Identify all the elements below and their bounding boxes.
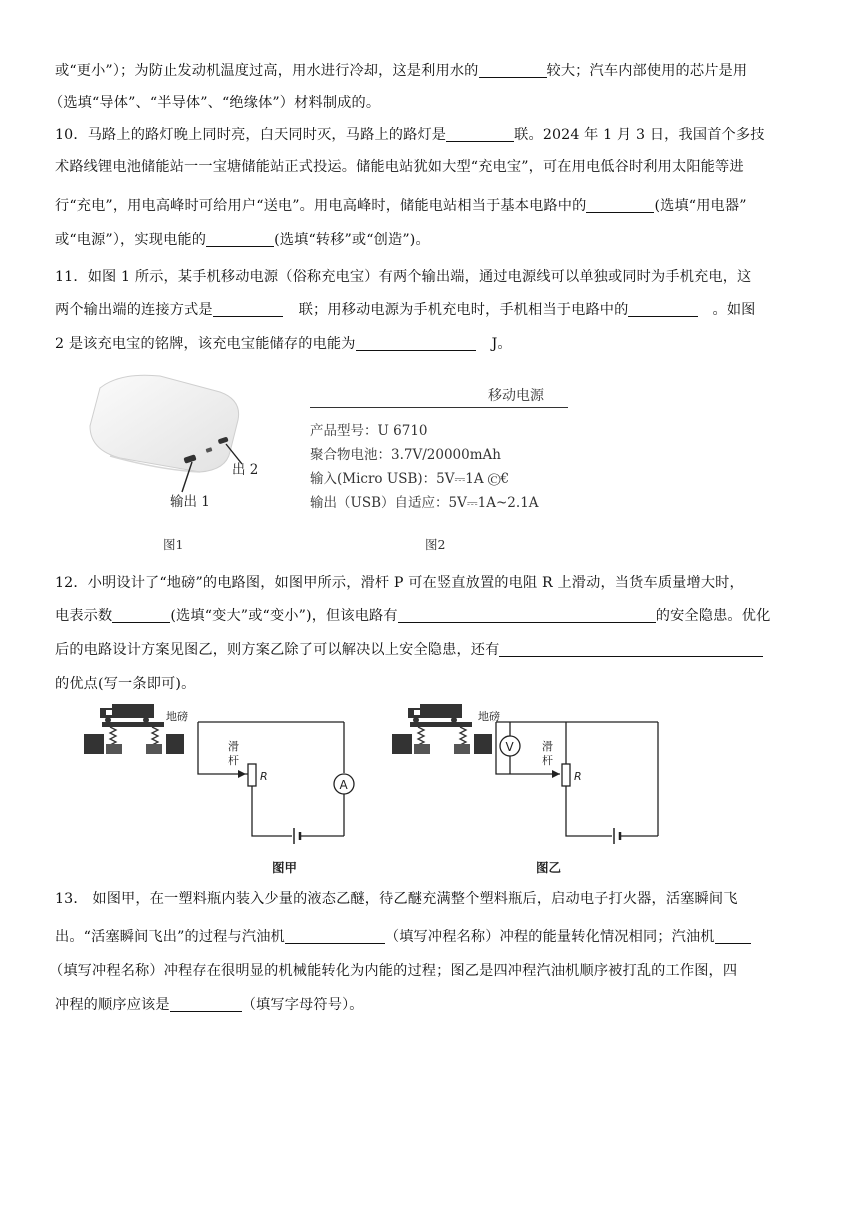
text-segment: 或“电源”），实现电能的 <box>55 232 207 248</box>
figure-1-caption: 图1 <box>163 537 184 552</box>
text-segment: 出。“活塞瞬间飞出”的过程与汽油机 <box>55 929 285 945</box>
text-segment: 12．小明设计了“地磅”的电路图，如图甲所示，滑杆 P 可在竖直放置的电阻 R 上滑动，当货车质量增大时， <box>55 575 744 591</box>
slider-label-char: 滑 <box>228 740 239 753</box>
text-segment: 冲程的顺序应该是 <box>55 997 170 1013</box>
text-segment: (选填“变大”或“变小”)，但该电路有 <box>170 608 398 624</box>
circuit-diagram-a <box>82 700 362 880</box>
answer-blank[interactable] <box>499 640 763 657</box>
resistor-label: R <box>260 770 268 783</box>
slider-arrow <box>238 770 246 778</box>
question-12-line-2 <box>55 606 770 626</box>
text-segment: 。如图 <box>712 302 756 318</box>
question-11-line-3 <box>55 334 512 354</box>
resistor-label: R <box>574 770 582 783</box>
slider-arrow <box>552 770 560 778</box>
text-segment: 较大；汽车内部使用的芯片是用 <box>546 63 748 79</box>
slider-label-char: 杆 <box>228 754 239 767</box>
question-10-line-3 <box>55 196 747 216</box>
resistor-r <box>562 764 570 786</box>
text-segment: 11．如图 1 所示，某手机移动电源（俗称充电宝）有两个输出端，通过电源线可以单独或同时为手机充电，这 <box>55 269 752 285</box>
truck-icon <box>100 704 154 723</box>
voltmeter-label: V <box>505 740 514 754</box>
ammeter-label: A <box>339 778 348 792</box>
question-10-line-1 <box>55 125 765 145</box>
circuit-a-caption: 图甲 <box>272 860 298 875</box>
power-bank-figure <box>80 370 290 510</box>
truck-icon <box>408 704 462 723</box>
text-segment: 10．马路上的路灯晚上同时亮，白天同时灭，马路上的路灯是 <box>55 127 447 143</box>
answer-blank[interactable] <box>170 995 242 1012</box>
text-segment: J。 <box>491 336 512 352</box>
answer-blank[interactable] <box>213 300 283 317</box>
wire <box>252 786 292 836</box>
text-segment: （选填“导体”、“半导体”、“绝缘体”）材料制成的。 <box>49 95 381 111</box>
text-segment: （填写字母符号）。 <box>241 997 364 1013</box>
answer-blank[interactable] <box>398 606 656 623</box>
question-11-line-1 <box>55 267 751 287</box>
scale-label: 地磅 <box>478 710 500 723</box>
question-13-line-1 <box>55 889 738 909</box>
slider-label <box>228 740 243 767</box>
question-10-line-4 <box>55 230 430 250</box>
resistor-r <box>248 764 256 786</box>
wire <box>198 722 252 774</box>
text-segment: 后的电路设计方案见图乙，则方案乙除了可以解决以上安全隐患，还有 <box>55 642 500 658</box>
scale-platform <box>410 722 472 727</box>
text-segment: 行“充电”，用电高峰时可给用户“送电”。用电高峰时，储能电站相当于基本电路中的 <box>55 198 587 214</box>
answer-blank[interactable] <box>112 606 170 623</box>
answer-blank[interactable] <box>285 927 385 944</box>
nameplate-rule <box>310 407 568 408</box>
question-10-line-2 <box>55 157 744 177</box>
circuit-diagram-b <box>390 700 670 880</box>
text-segment: 13． 如图甲，在一塑料瓶内装入少量的液态乙醚，待乙醚充满整个塑料瓶后，启动电子打火器，活塞瞬间飞 <box>55 891 738 907</box>
text-segment: 2 是该充电宝的铭牌，该充电宝能储存的电能为 <box>55 336 356 352</box>
text-segment: 或“更小”）；为防止发动机温度过高，用水进行冷却，这是利用水的 <box>55 63 479 79</box>
nameplate-title: 移动电源 <box>488 388 544 404</box>
text-segment: (选填“用电器” <box>654 198 747 214</box>
answer-blank[interactable] <box>586 196 654 213</box>
answer-blank[interactable] <box>446 125 514 142</box>
nameplate <box>310 385 580 515</box>
text-segment: 联。2024 年 1 月 3 日，我国首个多技 <box>514 127 765 143</box>
question-13-line-4 <box>55 995 364 1015</box>
text-line-1 <box>55 61 747 81</box>
circuit-b-caption: 图乙 <box>536 860 562 875</box>
output-1-label: 输出 1 <box>170 494 210 510</box>
answer-blank[interactable] <box>628 300 698 317</box>
scale-label: 地磅 <box>166 710 188 723</box>
base-block <box>84 734 104 754</box>
text-segment: 的安全隐患。优化 <box>655 608 771 624</box>
question-13-line-3 <box>49 961 737 981</box>
question-13-line-2 <box>55 927 751 947</box>
answer-blank[interactable] <box>356 334 476 351</box>
slider-label <box>542 740 557 767</box>
question-12-line-4 <box>55 674 195 694</box>
text-segment: 的优点(写一条即可)。 <box>55 676 196 692</box>
nameplate-row: 输出（USB）自适应：5V⎓1A~2.1A <box>310 495 539 511</box>
text-segment: （填写冲程名称）冲程存在很明显的机械能转化为内能的过程；图乙是四冲程汽油机顺序被打乱的工作图，四 <box>49 963 738 979</box>
slider-label-char: 滑 <box>542 740 553 753</box>
nameplate-row: 输入(Micro USB)：5V⎓1A Ⓒ€ <box>310 471 510 487</box>
question-12-line-3 <box>55 640 763 660</box>
output-2-label: 出 2 <box>232 462 259 478</box>
scale-platform <box>102 722 164 727</box>
power-bank-body <box>90 375 239 472</box>
nameplate-row: 产品型号：U 6710 <box>310 423 428 439</box>
text-segment: （填写冲程名称）冲程的能量转化情况相同；汽油机 <box>384 929 715 945</box>
base-block <box>474 734 492 754</box>
answer-blank[interactable] <box>715 927 751 944</box>
base-block <box>166 734 184 754</box>
text-segment: 术路线锂电池储能站一一宝塘储能站正式投运。储能电站犹如大型“充电宝”，可在用电低谷时利用太阳能等进 <box>55 159 744 175</box>
text-segment: (选填“转移”或“创造”)。 <box>274 232 430 248</box>
slider-label-char: 杆 <box>542 754 553 767</box>
wire <box>566 786 612 836</box>
figure-2-caption: 图2 <box>425 537 446 552</box>
question-11-line-2 <box>55 300 756 320</box>
text-line-2 <box>49 93 380 113</box>
answer-blank[interactable] <box>206 230 274 247</box>
text-segment: 两个输出端的连接方式是 <box>55 302 213 318</box>
answer-blank[interactable] <box>479 61 547 78</box>
question-12-line-1 <box>55 573 744 593</box>
text-segment: 联；用移动电源为手机充电时，手机相当于电路中的 <box>298 302 629 318</box>
text-segment: 电表示数 <box>55 608 113 624</box>
base-block <box>392 734 412 754</box>
nameplate-row: 聚合物电池：3.7V/20000mAh <box>310 447 501 463</box>
